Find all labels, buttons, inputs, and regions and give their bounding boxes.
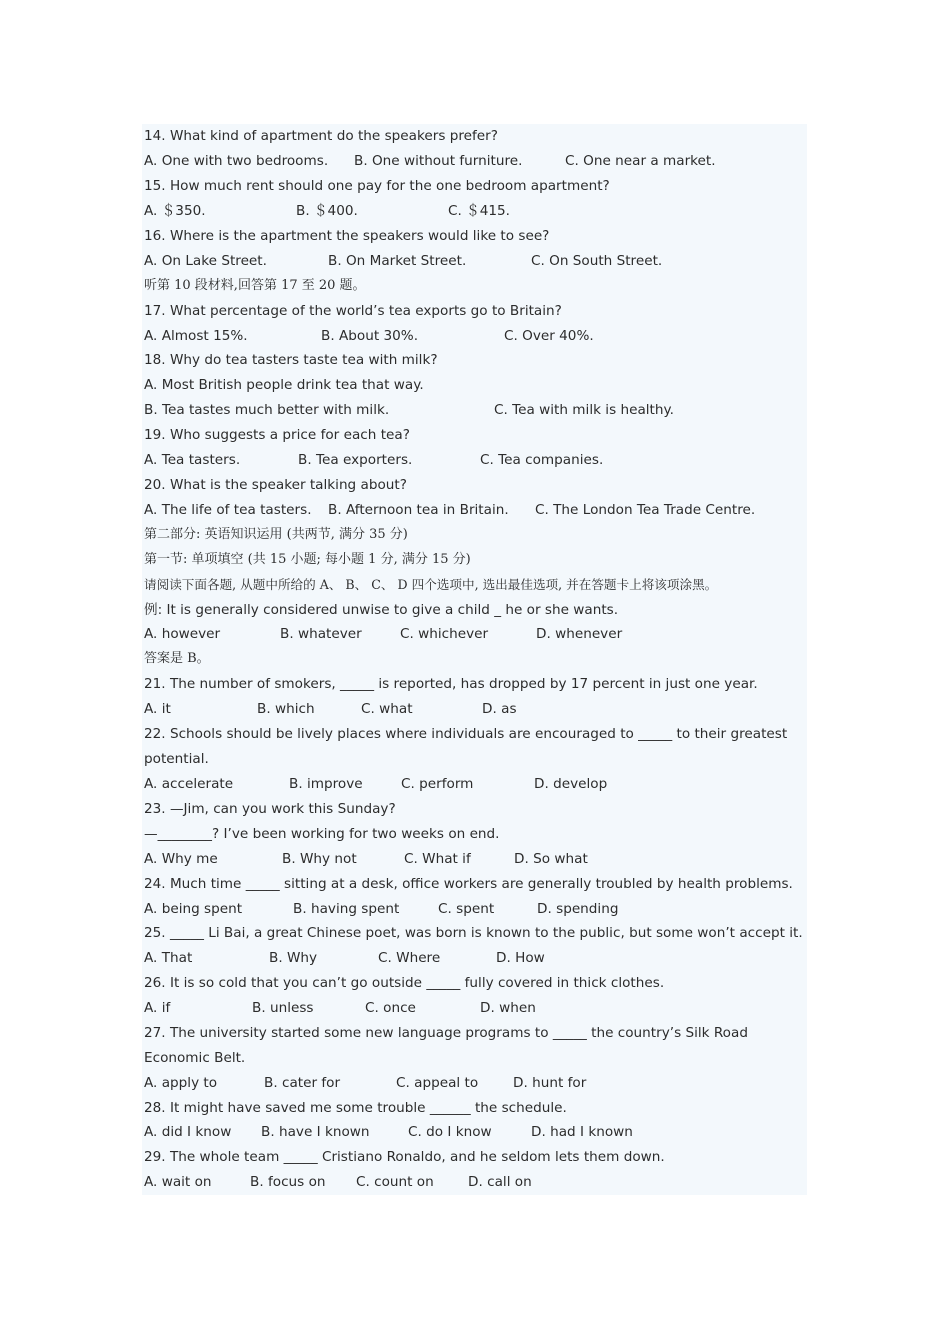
question-19-option-a: A. Tea tasters. — [144, 452, 241, 468]
question-25-stem: 25. _____ Li Bai, a great Chinese poet, was born is known to the public, but some won’t accept it. — [144, 925, 803, 941]
question-15-stem: 15. How much rent should one pay for the one bedroom apartment? — [144, 178, 610, 194]
question-23-option-a: A. Why me — [144, 851, 218, 867]
question-25-options — [144, 947, 545, 969]
question-23-option-d: D. So what — [514, 851, 588, 867]
question-19-options — [144, 449, 604, 471]
question-17-stem: 17. What percentage of the world’s tea exports go to Britain? — [144, 303, 562, 319]
question-14-options — [144, 150, 716, 172]
question-19-option-c: C. Tea companies. — [480, 452, 604, 468]
question-29-option-c: C. count on — [356, 1174, 434, 1190]
question-29-stem: 29. The whole team _____ Cristiano Ronaldo, and he seldom lets them down. — [144, 1149, 665, 1165]
question-14-option-b: B. One without furniture. — [354, 153, 523, 169]
question-27-options — [144, 1072, 587, 1094]
example-answer: 答案是 B。 — [144, 651, 210, 666]
question-29-option-b: B. focus on — [250, 1174, 326, 1190]
question-22-option-d: D. develop — [534, 776, 608, 792]
question-23-stem: 23. —Jim, can you work this Sunday? — [144, 801, 396, 817]
question-16-options — [144, 250, 663, 272]
question-20-stem: 20. What is the speaker talking about? — [144, 477, 407, 493]
question-18-option-c: C. Tea with milk is healthy. — [494, 402, 674, 418]
question-24-option-d: D. spending — [537, 901, 619, 917]
question-27-stem-continued: Economic Belt. — [144, 1050, 246, 1066]
question-27-option-c: C. appeal to — [396, 1075, 479, 1091]
question-25-option-a: A. That — [144, 950, 193, 966]
question-24-option-c: C. spent — [438, 901, 495, 917]
question-27-option-d: D. hunt for — [513, 1075, 587, 1091]
question-17-option-b: B. About 30%. — [321, 328, 419, 344]
question-28-option-d: D. had I known — [531, 1124, 633, 1140]
question-19-stem: 19. Who suggests a price for each tea? — [144, 427, 410, 443]
question-22-stem: 22. Schools should be lively places where individuals are encouraged to _____ to their greatest — [144, 726, 788, 742]
question-26-options — [144, 997, 536, 1019]
question-24-options — [144, 898, 619, 920]
question-25-option-d: D. How — [496, 950, 545, 966]
question-14-stem: 14. What kind of apartment do the speakers prefer? — [144, 128, 498, 144]
question-21-option-c: C. what — [361, 701, 413, 717]
question-28-option-a: A. did I know — [144, 1124, 232, 1140]
question-14-option-a: A. One with two bedrooms. — [144, 153, 329, 169]
listening-instruction: 听第 10 段材料,回答第 17 至 20 题。 — [144, 278, 366, 293]
question-22-stem-continued: potential. — [144, 751, 209, 767]
example-option-b: B. whatever — [280, 626, 362, 642]
question-28-option-b: B. have I known — [261, 1124, 370, 1140]
question-28-option-c: C. do I know — [408, 1124, 492, 1140]
question-20-option-b: B. Afternoon tea in Britain. — [328, 502, 509, 518]
question-19-option-b: B. Tea exporters. — [298, 452, 413, 468]
part-two-heading: 第二部分: 英语知识运用 (共两节, 满分 35 分) — [144, 527, 408, 542]
question-24-stem: 24. Much time _____ sitting at a desk, office workers are generally troubled by health problems. — [144, 876, 793, 892]
question-18-option-a: A. Most British people drink tea that way. — [144, 377, 424, 393]
question-29-options — [144, 1171, 532, 1193]
question-21-option-b: B. which — [257, 701, 315, 717]
example-option-d: D. whenever — [536, 626, 623, 642]
question-15-option-b: B. ＄400. — [296, 203, 358, 219]
example-stem: 例: It is generally considered unwise to give a child _ he or she wants. — [144, 602, 619, 618]
question-23-reply: —________? I’ve been working for two weeks on end. — [144, 826, 500, 842]
question-16-stem: 16. Where is the apartment the speakers would like to see? — [144, 228, 550, 244]
question-21-option-d: D. as — [482, 701, 517, 717]
question-28-stem: 28. It might have saved me some trouble ______ the schedule. — [144, 1100, 567, 1116]
question-24-option-a: A. being spent — [144, 901, 243, 917]
question-17-options — [144, 325, 594, 347]
section-one-instruction: 请阅读下面各题, 从题中所给的 A、 B、 C、 D 四个选项中, 选出最佳选项, 并在答题卡上将该项涂黑。 — [144, 577, 718, 592]
question-22-option-b: B. improve — [289, 776, 363, 792]
question-26-option-a: A. if — [144, 1000, 171, 1016]
example-option-c: C. whichever — [400, 626, 489, 642]
question-23-options — [144, 848, 588, 870]
question-17-option-a: A. Almost 15%. — [144, 328, 248, 344]
example-option-a: A. however — [144, 626, 221, 642]
question-21-options — [144, 698, 517, 720]
question-26-option-b: B. unless — [252, 1000, 314, 1016]
example-options — [144, 623, 623, 645]
question-27-option-b: B. cater for — [264, 1075, 341, 1091]
question-16-option-c: C. On South Street. — [531, 253, 663, 269]
question-26-option-d: D. when — [480, 1000, 536, 1016]
question-16-option-a: A. On Lake Street. — [144, 253, 267, 269]
question-25-option-b: B. Why — [269, 950, 318, 966]
question-24-option-b: B. having spent — [293, 901, 400, 917]
question-23-option-c: C. What if — [404, 851, 471, 867]
question-20-options — [144, 499, 756, 521]
question-20-option-c: C. The London Tea Trade Centre. — [535, 502, 756, 518]
question-16-option-b: B. On Market Street. — [328, 253, 467, 269]
question-15-option-a: A. ＄350. — [144, 203, 206, 219]
question-14-option-c: C. One near a market. — [565, 153, 716, 169]
question-18-options-bc — [144, 399, 674, 421]
question-26-option-c: C. once — [365, 1000, 416, 1016]
question-26-stem: 26. It is so cold that you can’t go outside _____ fully covered in thick clothes. — [144, 975, 665, 991]
question-29-option-d: D. call on — [468, 1174, 532, 1190]
question-25-option-c: C. Where — [378, 950, 441, 966]
question-22-option-a: A. accelerate — [144, 776, 234, 792]
question-18-option-b: B. Tea tastes much better with milk. — [144, 402, 390, 418]
question-18-stem: 18. Why do tea tasters taste tea with milk? — [144, 352, 438, 368]
question-22-option-c: C. perform — [401, 776, 474, 792]
section-one-heading: 第一节: 单项填空 (共 15 小题; 每小题 1 分, 满分 15 分) — [144, 552, 471, 567]
question-23-option-b: B. Why not — [282, 851, 357, 867]
question-20-option-a: A. The life of tea tasters. — [144, 502, 312, 518]
question-28-options — [144, 1121, 633, 1143]
question-21-stem: 21. The number of smokers, _____ is reported, has dropped by 17 percent in just one year. — [144, 676, 758, 692]
question-27-stem: 27. The university started some new language programs to _____ the country’s Silk Road — [144, 1025, 748, 1041]
question-17-option-c: C. Over 40%. — [504, 328, 594, 344]
question-27-option-a: A. apply to — [144, 1075, 218, 1091]
question-29-option-a: A. wait on — [144, 1174, 212, 1190]
question-15-option-c: C. ＄415. — [448, 203, 510, 219]
question-22-options — [144, 773, 608, 795]
question-21-option-a: A. it — [144, 701, 171, 717]
question-15-options — [144, 200, 510, 222]
